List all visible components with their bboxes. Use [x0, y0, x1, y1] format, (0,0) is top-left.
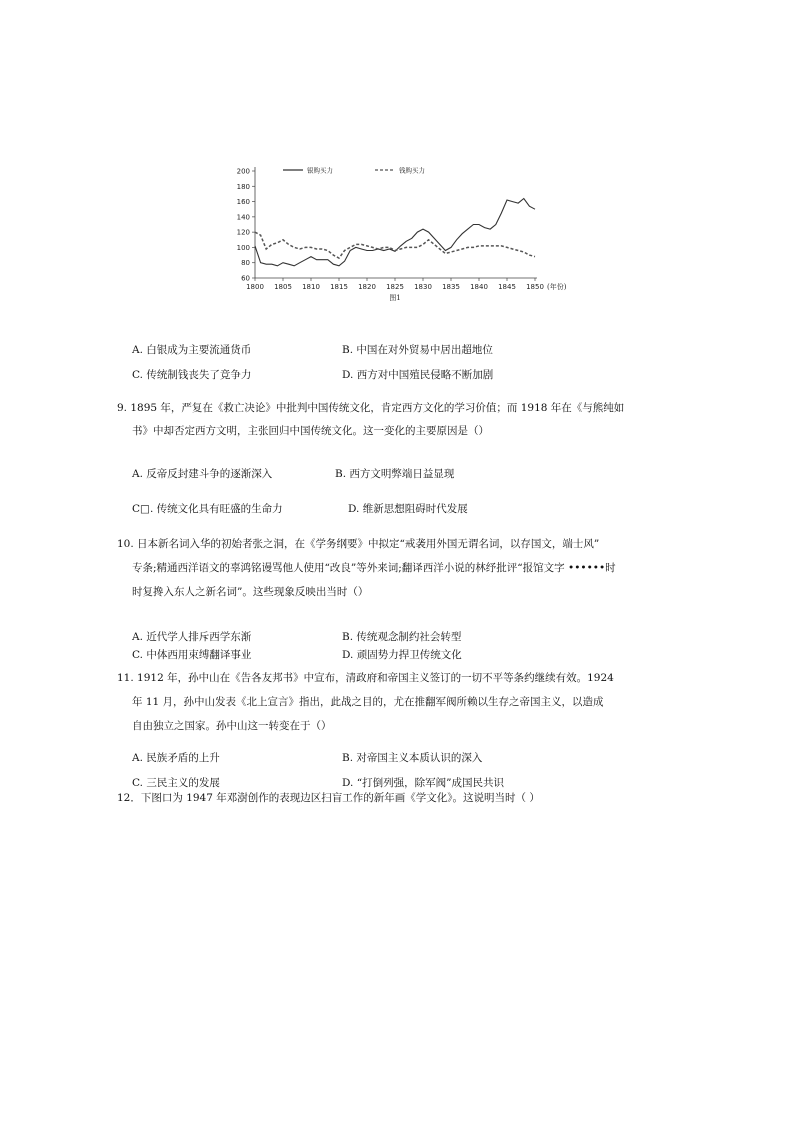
- legend-label: 钱购买力: [399, 166, 425, 175]
- legend-label: 银购买力: [307, 166, 333, 175]
- chart-caption: 图1: [389, 294, 401, 302]
- q10-stem-line2: 专条;精通西洋语文的辜鸿铭谩骂他人使用“改良”等外来词;翻译西洋小说的林纾批评“报馆文字 ••••••时: [132, 562, 616, 574]
- purchasing-power-chart: [225, 158, 575, 308]
- x-tick-label: 1845: [498, 283, 516, 291]
- q8-option-b: B. 中国在对外贸易中居出超地位: [342, 344, 493, 356]
- x-tick-label: 1830: [414, 283, 432, 291]
- q11-option-d: D. “打倒列强，除军阀”成国民共识: [342, 777, 504, 789]
- q9-option-b: B. 西方文明弊端日益显现: [335, 468, 455, 480]
- x-tick-label: 1800: [246, 283, 264, 291]
- q11-option-b: B. 对帝国主义本质认识的深入: [342, 752, 483, 764]
- q8-option-a: A. 白银成为主要流通货币: [132, 344, 252, 356]
- y-tick-label: 140: [236, 213, 250, 222]
- q9-stem-line2: 书》中却否定西方文明，主张回归中国传统文化。这一变化的主要原因是（）: [132, 425, 489, 437]
- x-tick-label: 1850: [526, 283, 544, 291]
- y-tick-label: 60: [241, 274, 250, 283]
- y-tick-labels: [237, 168, 255, 283]
- x-tick-label: 1820: [358, 283, 376, 291]
- x-tick-label: 1815: [330, 283, 348, 291]
- q11-stem-line2: 年 11 月，孙中山发表《北上宣言》指出，此战之目的，尤在推翻军阀所赖以生存之帝国主义，以造成: [132, 696, 604, 708]
- q9-option-d: D. 维新思想阻碍时代发展: [348, 503, 468, 515]
- q11-option-a: A. 民族矛盾的上升: [132, 752, 220, 764]
- x-tick-label: 1810: [302, 283, 320, 291]
- x-axis-unit: (年份): [547, 283, 567, 291]
- q10-option-d: D. 顽固势力捍卫传统文化: [342, 649, 462, 661]
- series-line-2: [255, 232, 535, 258]
- q8-option-c: C. 传统制钱丧失了竞争力: [132, 369, 252, 381]
- y-tick-label: 80: [241, 259, 250, 268]
- q10-option-b: B. 传统观念制约社会转型: [342, 631, 462, 643]
- q11-stem-line1: 11. 1912 年，孙中山在《告各友邦书》中宣布，清政府和帝国主义签订的一切不平等条约继续有效。1924: [117, 672, 614, 684]
- chart-legend: [283, 166, 425, 175]
- q10-option-c: C. 中体西用束缚翻译事业: [132, 649, 252, 661]
- y-tick-label: 200: [236, 167, 250, 176]
- y-tick-label: 160: [236, 198, 250, 207]
- y-tick-label: 120: [236, 228, 250, 237]
- q11-stem-line3: 自由独立之国家。孙中山这一转变在于（）: [132, 720, 332, 732]
- x-tick-label: 1825: [386, 283, 404, 291]
- x-tick-labels: [246, 278, 544, 291]
- q8-option-d: D. 西方对中国殖民侵略不断加剧: [342, 369, 494, 381]
- series-line-1: [255, 199, 535, 266]
- q11-option-c: C. 三民主义的发展: [132, 777, 220, 789]
- x-tick-label: 1805: [274, 283, 292, 291]
- chart-series: [255, 199, 535, 266]
- q9-option-a: A. 反帝反封建斗争的逐渐深入: [132, 468, 273, 480]
- q12-stem-line1: 12．下图口为 1947 年邓澍创作的表现边区扫盲工作的新年画《学文化》。这说明当时（ ）: [117, 792, 540, 804]
- y-tick-label: 100: [236, 243, 250, 252]
- q10-stem-line1: 10. 日本新名词入华的初始者张之洞，在《学务纲要》中拟定“戒袭用外国无谓名词，以存国文，端士风”: [117, 538, 600, 550]
- y-tick-label: 180: [236, 182, 250, 191]
- q9-stem-line1: 9. 1895 年，严复在《救亡决论》中批判中国传统文化，肯定西方文化的学习价值；而 1918 年在《与熊纯如: [117, 402, 625, 414]
- q10-stem-line3: 时复搀入东人之新名词”。这些现象反映出当时（）: [132, 586, 369, 598]
- x-tick-label: 1835: [442, 283, 460, 291]
- q9-option-c: C□. 传统文化具有旺盛的生命力: [132, 503, 283, 515]
- x-tick-label: 1840: [470, 283, 488, 291]
- q10-option-a: A. 近代学人排斥西学东渐: [132, 631, 252, 643]
- chart-axes: [255, 167, 537, 278]
